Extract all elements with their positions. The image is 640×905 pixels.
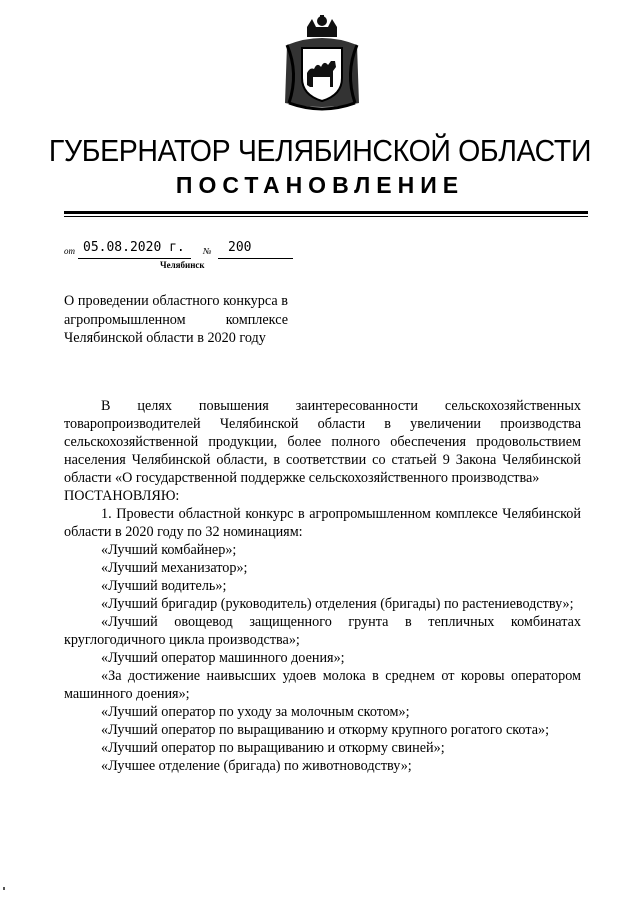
document-body [64, 397, 581, 775]
header-divider-thick [64, 211, 588, 214]
decree-word: ПОСТАНОВЛЯЮ: [64, 488, 180, 504]
document-number: 200 [228, 240, 252, 255]
document-type-title: ПОСТАНОВЛЕНИЕ [175, 172, 465, 198]
document-date: 05.08.2020 г. [83, 240, 185, 255]
issuer-title: ГУБЕРНАТОР ЧЕЛЯБИНСКОЙ ОБЛАСТИ [48, 133, 592, 168]
coat-of-arms-icon [283, 15, 361, 115]
city-label: Челябинск [160, 260, 205, 270]
nomination-item: «Лучший водитель»; [101, 578, 227, 594]
date-underline [78, 258, 191, 259]
item-1-paragraph: 1. Провести областной конкурс в агропромышленном комплексе Челябинской области в 2020 году по 32 номинациям: [64, 506, 581, 540]
nomination-item: «Лучший оператор машинного доения»; [101, 650, 345, 666]
date-label: от [64, 246, 75, 256]
nomination-item: «Лучшее отделение (бригада) по животноводству»; [101, 758, 412, 774]
nomination-item: «За достижение наивысших удоев молока в среднем от коровы оператором машинного доения»; [64, 668, 581, 702]
scan-artifact [3, 887, 5, 890]
nomination-item: «Лучший бригадир (руководитель) отделения (бригады) по растениеводству»; [101, 596, 574, 612]
number-label: № [203, 246, 212, 256]
header-divider-thin [64, 216, 588, 217]
nomination-item: «Лучший оператор по уходу за молочным скотом»; [101, 704, 410, 720]
nomination-item: «Лучший механизатор»; [101, 560, 248, 576]
nomination-item: «Лучший овощевод защищенного грунта в тепличных комбинатах круглогодичного цикла производства»; [64, 614, 581, 648]
nomination-item: «Лучший комбайнер»; [101, 542, 237, 558]
document-subject: О проведении областного конкурса в агропромышленном комплексе Челябинской области в 2020 году [64, 293, 288, 346]
nomination-item: «Лучший оператор по выращиванию и откорму крупного рогатого скота»; [101, 722, 550, 738]
preamble-paragraph: В целях повышения заинтересованности сельскохозяйственных товаропроизводителей Челябинской области в увеличении производства сельскохозяйственной продукции, более полного обеспечения продовольствием населения Челябинской области, в соответствии со статьей 9 Закона Челябинской области «О государственной поддержке сельскохозяйственного производства» [64, 398, 581, 486]
nomination-item: «Лучший оператор по выращиванию и откорму свиней»; [101, 740, 445, 756]
number-underline [218, 258, 293, 259]
